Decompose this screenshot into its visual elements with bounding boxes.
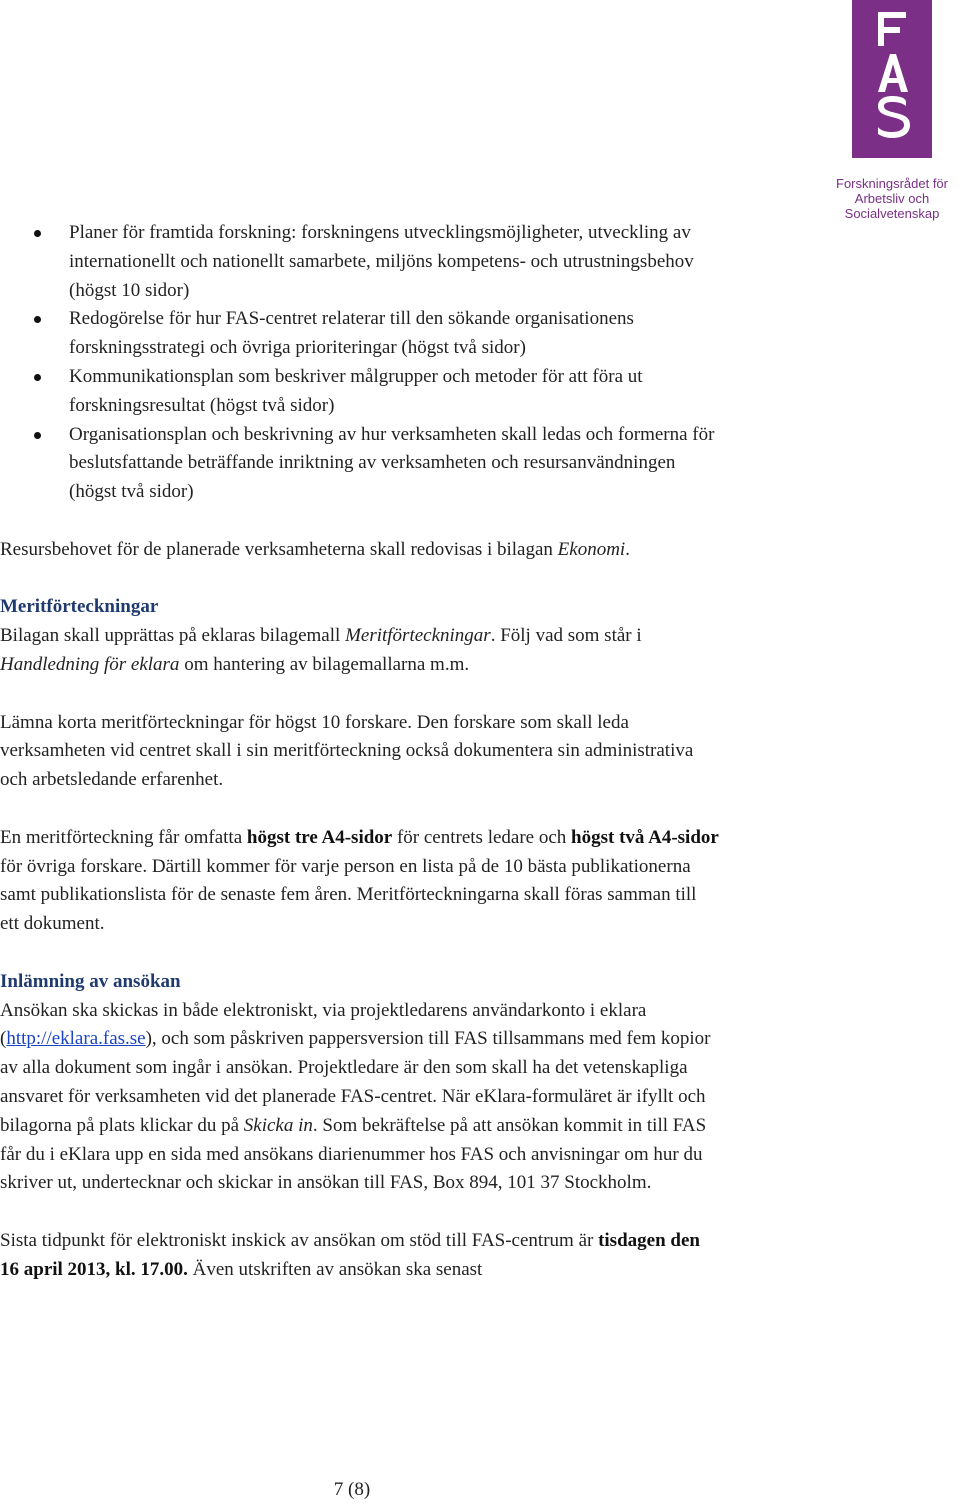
italic-run: Handledning för eklara: [0, 653, 180, 675]
merit-paragraph-2: Lämna korta meritförteckningar för högst 10 forskare. Den forskare som skall leda verksamheten vid centret skall i sin meritförteckning också dokumentera sin administrativa och arbetsledande erfarenhet.: [0, 711, 694, 791]
text-run: . Som bekräftelse på att ansökan kommit in till FAS får du i eKlara upp en sida med ansökans diarienummer hos FAS och anvisningar om hur du skriver ut, undertecknar och skickar in ansökan till FAS, Box 894, 101 37 Stockholm.: [0, 1114, 707, 1194]
list-item-text: Organisationsplan och beskrivning av hur verksamheten skall ledas och formerna för beslutsfattande beträffande inriktning av verksamheten och resursanvändningen (högst två sidor): [69, 423, 715, 503]
submission-paragraph-1: [0, 997, 720, 1199]
text-run: ), och som påskriven pappersversion till FAS tillsammans med fem kopior av alla dokument som ingår i ansökan. Projektledare är den som skall ha det vetenskapliga ansvaret för verksamheten vid det planerade FAS-centret. När eKlara-formuläret är ifyllt och bilagorna på plats klickar du på: [0, 1028, 711, 1136]
logo-caption-line: Socialvetenskap: [844, 206, 940, 221]
list-item: [0, 305, 720, 363]
submission-paragraph-2: [0, 1227, 720, 1285]
fas-letters-graphic: [852, 0, 932, 158]
text-run: Sista tidpunkt för elektroniskt inskick av ansökan om stöd till FAS-centrum är: [0, 1229, 599, 1251]
resource-end: .: [625, 538, 630, 560]
text-run: för övriga forskare. Därtill kommer för varje person en lista på de 10 bästa publikationerna samt publikationslista för de senaste fem åren. Meritförteckningarna skall föras samman till ett dokument.: [0, 855, 697, 935]
submission-heading: Inlämning av ansökan: [0, 970, 181, 992]
fas-logo-mark: [852, 0, 932, 158]
list-item: [0, 219, 720, 305]
bullet-icon: [34, 230, 41, 237]
text-run: Ansökan ska skickas in både elektroniskt, via projektledarens användarkonto i eklara (: [0, 999, 647, 1050]
italic-run: Meritförteckningar: [345, 625, 491, 647]
requirements-list: [0, 219, 720, 507]
text-run: om hantering av bilagemallarna m.m.: [179, 653, 470, 675]
page-number: 7 (8): [333, 1479, 371, 1500]
list-item: [0, 363, 720, 421]
logo-caption-line: Arbetsliv och: [854, 191, 930, 206]
list-item-text: Planer för framtida forskning: forskningens utvecklingsmöjligheter, utveckling av internationellt och nationellt samarbete, miljöns kompetens- och utrustningsbehov (högst 10 sidor): [69, 222, 694, 301]
list-item: [0, 421, 720, 507]
resource-paragraph: [0, 536, 720, 565]
bullet-icon: [34, 374, 41, 381]
bullet-icon: [34, 432, 41, 439]
logo-caption: [824, 176, 960, 221]
bold-run: högst tre A4-sidor: [246, 826, 393, 848]
list-item-text: Redogörelse för hur FAS-centret relaterar till den sökande organisationens forskningsstrategi och övriga prioriteringar (högst två sidor): [69, 308, 634, 359]
resource-italic: Ekonomi: [557, 538, 626, 560]
eklara-link[interactable]: http://eklara.fas.se: [6, 1028, 146, 1050]
text-run: . Följ vad som står i: [490, 625, 642, 647]
bold-run: högst två A4-sidor: [571, 826, 719, 848]
deadline-bold: tisdagen den 16 april 2013, kl. 17.00.: [0, 1229, 700, 1280]
text-run: En meritförteckning får omfatta: [0, 826, 247, 848]
logo-caption-line: Forskningsrådet för: [836, 176, 948, 191]
text-run: Bilagan skall upprättas på eklaras bilagemall: [0, 625, 346, 647]
document-body: [0, 219, 720, 1284]
italic-run: Skicka in: [243, 1114, 313, 1136]
text-run: Även utskriften av ansökan ska senast: [187, 1258, 483, 1280]
list-item-text: Kommunikationsplan som beskriver målgrupper och metoder för att föra ut forskningsresultat (högst två sidor): [69, 365, 643, 416]
merit-paragraph-1: [0, 622, 720, 680]
resource-text: Resursbehovet för de planerade verksamheterna skall redovisas i bilagan: [0, 538, 558, 560]
merit-heading: Meritförteckningar: [0, 596, 159, 618]
merit-paragraph-3: [0, 824, 720, 939]
bullet-icon: [34, 316, 41, 323]
text-run: för centrets ledare och: [392, 826, 572, 848]
